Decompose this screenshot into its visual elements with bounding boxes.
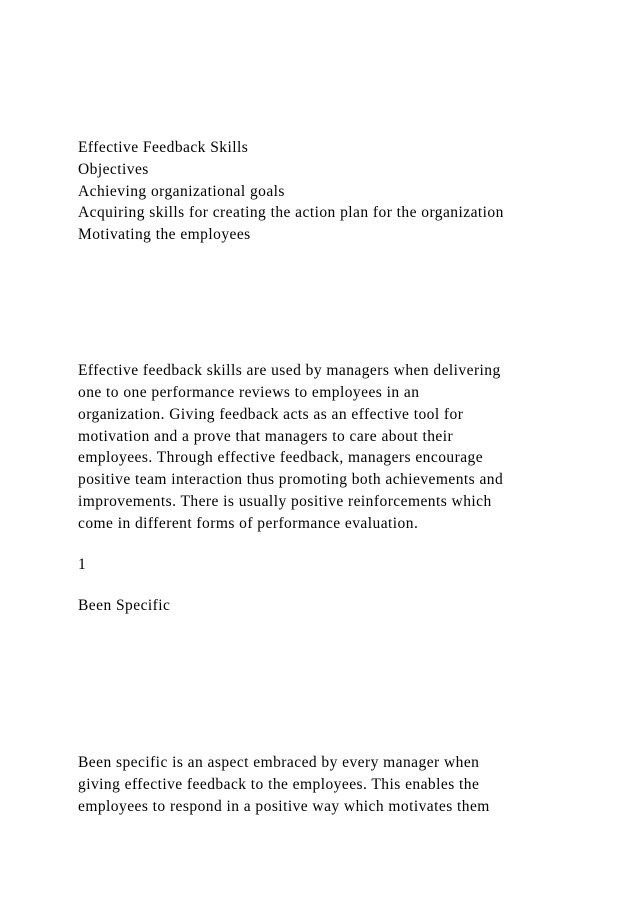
paragraph-line: one to one performance reviews to employees in an: [78, 384, 420, 401]
objective-item: Motivating the employees: [78, 226, 251, 243]
paragraph-line: Effective feedback skills are used by managers when delivering: [78, 362, 501, 379]
paragraph-line: giving effective feedback to the employees. This enables the: [78, 776, 480, 793]
paragraph-line: employees to respond in a positive way which motivates them: [78, 798, 490, 815]
paragraph-line: improvements. There is usually positive reinforcements which: [78, 493, 492, 510]
paragraph-line: positive team interaction thus promoting both achievements and: [78, 471, 504, 488]
section-heading: Been Specific: [78, 597, 171, 614]
paragraph-line: Been specific is an aspect embraced by every manager when: [78, 754, 480, 771]
paragraph-line: come in different forms of performance evaluation.: [78, 515, 419, 532]
objectives-heading: Objectives: [78, 161, 149, 178]
paragraph-line: employees. Through effective feedback, managers encourage: [78, 449, 484, 466]
objective-item: Acquiring skills for creating the action plan for the organization: [78, 204, 504, 221]
paragraph-line: organization. Giving feedback acts as an effective tool for: [78, 406, 464, 423]
objective-item: Achieving organizational goals: [78, 183, 285, 200]
document-title: Effective Feedback Skills: [78, 139, 249, 156]
slide-number: 1: [78, 556, 87, 573]
paragraph-line: motivation and a prove that managers to care about their: [78, 428, 454, 445]
